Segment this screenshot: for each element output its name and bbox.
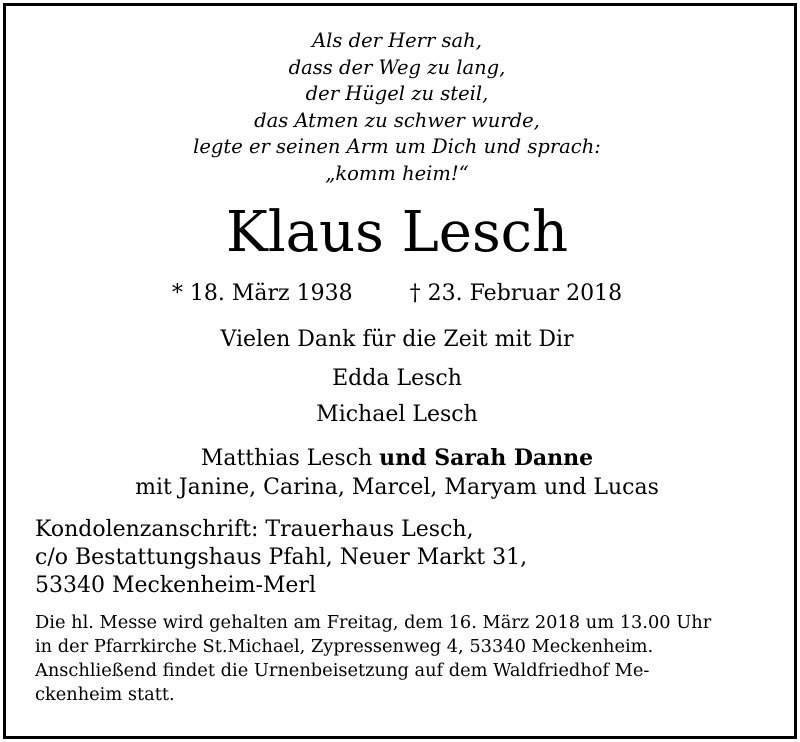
death-date: † 23. Februar 2018: [409, 281, 623, 306]
mourner-name: Edda Lesch: [332, 366, 462, 391]
mourner-name: Michael Lesch: [316, 402, 478, 427]
life-dates: [0, 279, 794, 309]
condolence-line: Kondolenzanschrift: Trauerhaus Lesch,: [35, 517, 474, 542]
children-line: mit Janine, Carina, Marcel, Maryam und Lucas: [135, 475, 659, 500]
condolence-line: c/o Bestattungshaus Pfahl, Neuer Markt 31,: [35, 545, 528, 570]
condolence-line: 53340 Meckenheim-Merl: [35, 573, 316, 598]
condolence-address: [35, 516, 527, 600]
birth-date: * 18. März 1938: [171, 281, 353, 306]
poem-line: „komm heim!“: [325, 161, 469, 185]
poem-line: dass der Weg zu lang,: [288, 55, 506, 79]
mass-info: [35, 611, 765, 707]
poem-line: der Hügel zu steil,: [305, 82, 489, 105]
mass-line: Die hl. Messe wird gehalten am Freitag, dem 16. März 2018 um 13.00 Uhr: [35, 612, 712, 633]
family-name-bold: und Sarah Danne: [379, 445, 594, 471]
thanks-line: Vielen Dank für die Zeit mit Dir: [220, 327, 574, 352]
mass-line: Anschließend findet die Urnenbeisetzung auf dem Waldfriedhof Me-: [35, 660, 650, 681]
mass-line: ckenheim statt.: [35, 684, 175, 705]
family-line: [0, 443, 794, 474]
poem: [0, 28, 794, 187]
poem-line: Als der Herr sah,: [312, 29, 482, 52]
poem-line: das Atmen zu schwer wurde,: [254, 108, 540, 132]
family-name-regular: Matthias Lesch: [200, 446, 373, 471]
poem-line: legte er seinen Arm um Dich und sprach:: [193, 135, 601, 158]
deceased-name: Klaus Lesch: [225, 200, 569, 265]
mass-line: in der Pfarrkirche St.Michael, Zypressenweg 4, 53340 Meckenheim.: [35, 636, 654, 657]
